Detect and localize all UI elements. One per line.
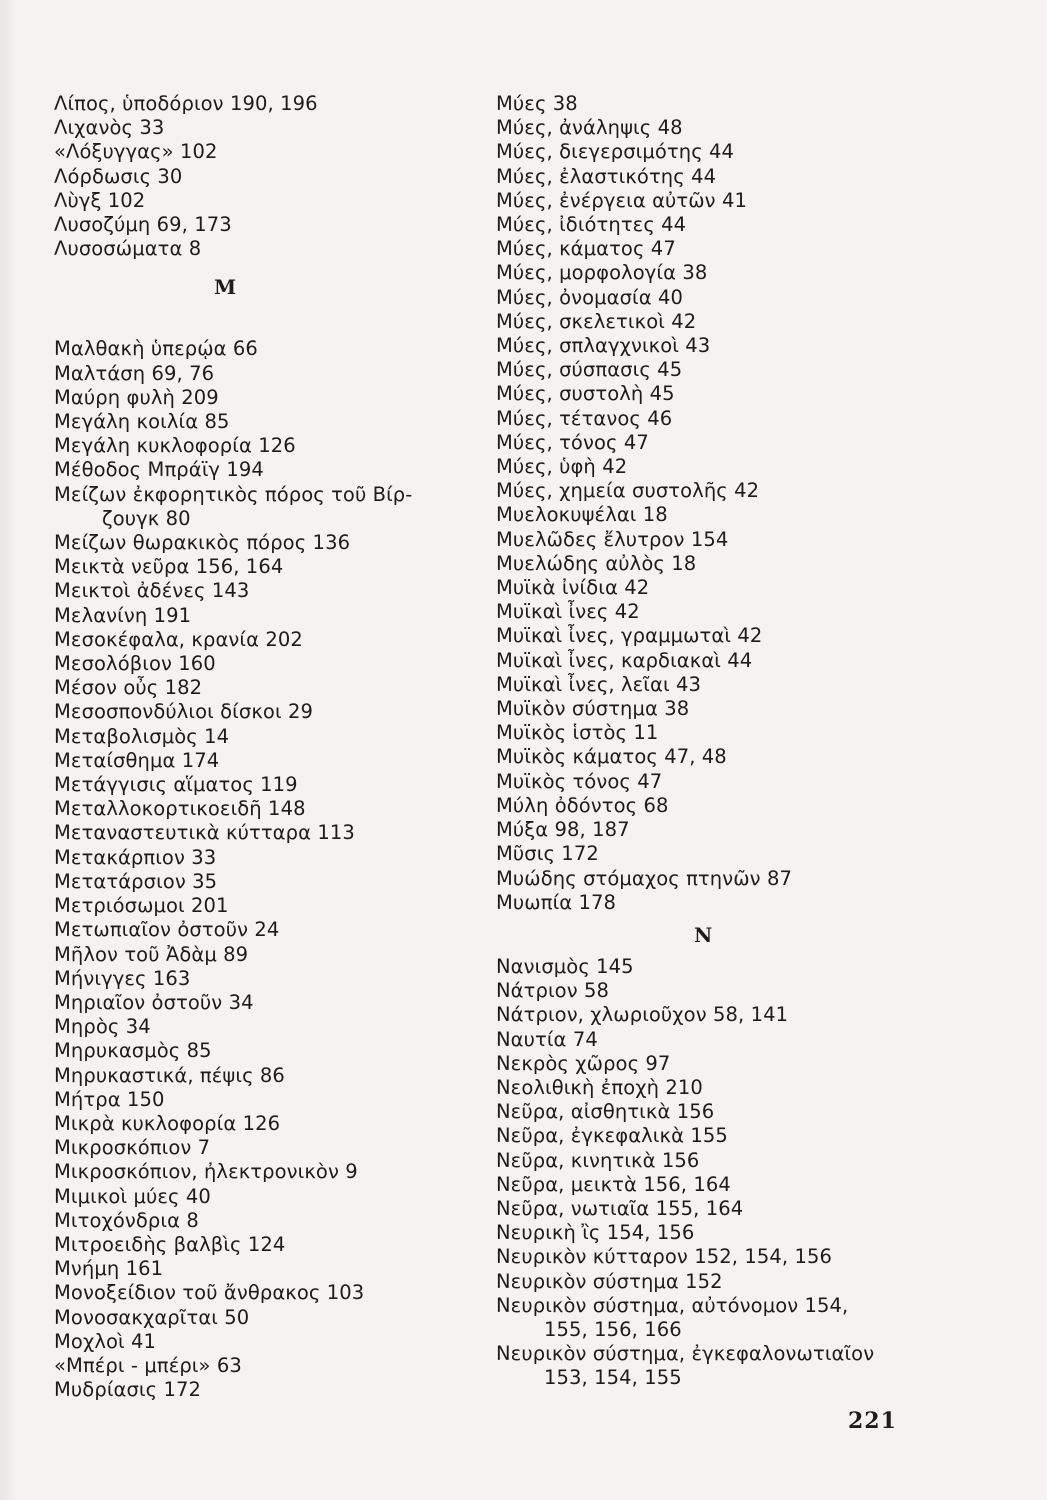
index-entry: Μεικτὰ νεῦρα 156, 164 [54,555,284,579]
index-entry: Λίπος, ὑποδόριον 190, 196 [54,92,318,115]
index-entry: Λυσοζύμη 69, 173 [54,213,232,237]
index-entry: Μικρὰ κυκλοφορία 126 [54,1111,281,1135]
index-entry: Μιμικοὶ μύες 40 [54,1184,211,1208]
index-entry: Μυωπία 178 [496,890,617,914]
index-entry: Μύες, συστολὴ 45 [496,382,675,406]
index-entry: Μέσον οὖς 182 [54,676,203,700]
index-entry: Μετάγγισις αἵματος 119 [54,773,298,797]
index-entry: Μῦσις 172 [496,842,599,866]
index-entry: Μυϊκαὶ ἶνες, καρδιακαὶ 44 [496,648,753,672]
index-entry: 155, 156, 166 [544,1317,682,1341]
index-entry: Λιχανὸς 33 [54,116,165,140]
index-entry: Μεσοκέφαλα, κρανία 202 [54,627,303,651]
index-group-nu [496,955,926,1391]
index-entry: Μείζων θωρακικὸς πόρος 136 [54,531,351,555]
index-entry: Μοχλοὶ 41 [54,1329,156,1353]
index-column-left [54,92,474,1402]
index-entry: Μύες 38 [496,92,578,115]
index-entry: Μονοσακχαρῖται 50 [54,1305,250,1329]
index-entry: «Μπέρι - μπέρι» 63 [54,1353,242,1377]
index-entry: Νευρικὸν σύστημα 152 [496,1269,723,1293]
index-group-mu [54,337,474,1402]
index-entry: Μύες, τόνος 47 [496,430,649,454]
index-entry: Μεταλλοκορτικοειδῆ 148 [54,797,306,821]
index-entry: 153, 154, 155 [544,1366,682,1390]
index-entry: Νάτριον 58 [496,979,609,1003]
index-entry: Μεταβολισμὸς 14 [54,724,230,748]
index-entry: ζουγκ 80 [102,506,191,530]
index-entry: Μῆλον τοῦ Ἀδὰμ 89 [54,942,249,966]
index-entry: Μύλη ὀδόντος 68 [496,793,669,817]
letter-heading-mu: Μ [214,275,237,300]
index-entry: Μύες, σκελετικοὶ 42 [496,309,697,333]
index-entry: Μύες, μορφολογία 38 [496,261,708,285]
index-entry: Νευρικὸν σύστημα, αὐτόνομον 154, [496,1293,849,1317]
index-entry: Νεῦρα, κινητικὰ 156 [496,1148,700,1172]
index-entry: Μυελώδης αὐλὸς 18 [496,551,697,575]
index-group-lambda [54,92,474,261]
index-entry: Ναυτία 74 [496,1027,598,1051]
index-entry: Μυϊκὰ ἰνίδια 42 [496,576,650,600]
index-entry: Νεολιθικὴ ἐποχὴ 210 [496,1075,703,1099]
index-entry: Μυϊκαὶ ἶνες 42 [496,600,640,624]
index-entry: Μύες, ἐνέργεια αὐτῶν 41 [496,188,747,212]
index-entry: Μεγάλη κοιλία 85 [54,410,230,434]
index-entry: Λόρδωσις 30 [54,164,183,188]
index-entry: Μετωπιαῖον ὀστοῦν 24 [54,918,280,942]
index-entry: Νεκρὸς χῶρος 97 [496,1051,671,1075]
index-entry: Μεικτοὶ ἀδένες 143 [54,579,250,603]
index-entry: Μήνιγγες 163 [54,966,191,990]
index-entry: Μύες, ὀνομασία 40 [496,285,684,309]
index-entry: Μύες, ἰδιότητες 44 [496,213,687,237]
page-number: 221 [848,1408,897,1434]
index-entry: Μυδρίασις 172 [54,1378,201,1402]
index-entry: Νεῦρα, ἐγκεφαλικὰ 155 [496,1124,728,1148]
index-entry: Μεσολόβιον 160 [54,652,216,676]
index-entry: Μετακάρπιον 33 [54,845,217,869]
index-entry: Μεταίσθημα 174 [54,748,220,772]
index-entry: Μνήμη 161 [54,1257,164,1281]
index-entry: Μυϊκαὶ ἶνες, λεῖαι 43 [496,672,701,696]
index-entry: Μυώδης στόμαχος πτηνῶν 87 [496,866,792,890]
index-entry: Μύες, ὑφὴ 42 [496,455,628,479]
index-entry: Νάτριον, χλωριοῦχον 58, 141 [496,1003,789,1027]
index-entry: Μηρὸς 34 [54,1015,151,1039]
index-entry: Μείζων ἐκφορητικὸς πόρος τοῦ Βίρ- [54,482,413,506]
index-entry: Μεσοσπονδύλιοι δίσκοι 29 [54,700,313,724]
index-entry: Μυϊκαὶ ἶνες, γραμμωταὶ 42 [496,624,763,648]
index-entry: Μετατάρσιον 35 [54,869,218,893]
index-entry: Μελανίνη 191 [54,603,192,627]
index-entry: Μηριαῖον ὀστοῦν 34 [54,990,254,1014]
index-entry: Μύξα 98, 187 [496,818,630,842]
index-entry: Μυϊκὸς ἱστὸς 11 [496,721,659,745]
letter-heading-nu: Ν [694,922,713,947]
index-entry: Νεῦρα, μεικτὰ 156, 164 [496,1172,731,1196]
index-entry: Μυελοκυψέλαι 18 [496,503,668,527]
index-entry: Νευρικὸν κύτταρον 152, 154, 156 [496,1245,832,1269]
index-entry: Μυϊκὸς κάματος 47, 48 [496,745,727,769]
index-entry: Μύες, χημεία συστολῆς 42 [496,479,760,503]
index-entry: Μύες, σύσπασις 45 [496,358,683,382]
index-entry: Μονοξείδιον τοῦ ἄνθρακος 103 [54,1281,365,1305]
index-entry: Λὺγξ 102 [54,188,146,212]
index-entry: Μιτροειδὴς βαλβὶς 124 [54,1232,286,1256]
index-entry: Μικροσκόπιον, ἠλεκτρονικὸν 9 [54,1160,358,1184]
index-entry: Μυϊκὸς τόνος 47 [496,769,663,793]
index-entry: Νανισμὸς 145 [496,954,634,978]
index-entry: Μεγάλη κυκλοφορία 126 [54,434,296,458]
index-group-mu-continued [496,92,926,915]
index-entry: Μαύρη φυλὴ 209 [54,385,219,409]
index-entry: Μαλτάση 69, 76 [54,361,215,385]
index-entry: Μέθοδος Μπράϊγ 194 [54,458,264,482]
index-entry: «Λόξυγγας» 102 [54,140,218,164]
index-entry: Μετριόσωμοι 201 [54,894,229,918]
index-entry: Μύες, διεγερσιμότης 44 [496,140,735,164]
index-entry: Μύες, ἀνάληψις 48 [496,116,683,140]
index-entry: Μύες, κάματος 47 [496,237,676,261]
index-entry: Μυϊκὸν σύστημα 38 [496,697,690,721]
index-entry: Μηρυκασμὸς 85 [54,1039,212,1063]
index-entry: Νεῦρα, αἰσθητικὰ 156 [496,1100,715,1124]
index-entry: Νευρικὴ ἲς 154, 156 [496,1221,695,1245]
index-entry: Μικροσκόπιον 7 [54,1136,211,1160]
index-entry: Μεταναστευτικὰ κύτταρα 113 [54,821,355,845]
index-column-right [496,92,926,1391]
index-entry: Μήτρα 150 [54,1087,165,1111]
index-entry: Νεῦρα, νωτιαῖα 155, 164 [496,1196,744,1220]
index-entry: Μυελῶδες ἔλυτρον 154 [496,527,729,551]
index-entry: Λυσοσώματα 8 [54,237,202,261]
index-entry: Μιτοχόνδρια 8 [54,1208,199,1232]
index-entry: Νευρικὸν σύστημα, ἐγκεφαλονωτιαῖον [496,1342,875,1366]
index-entry: Μαλθακὴ ὑπερῴα 66 [54,337,258,361]
index-entry: Μύες, τέτανος 46 [496,406,673,430]
index-entry: Μύες, σπλαγχνικοὶ 43 [496,334,711,358]
index-entry: Μύες, ἐλαστικότης 44 [496,164,717,188]
index-entry: Μηρυκαστικά, πέψις 86 [54,1063,285,1087]
